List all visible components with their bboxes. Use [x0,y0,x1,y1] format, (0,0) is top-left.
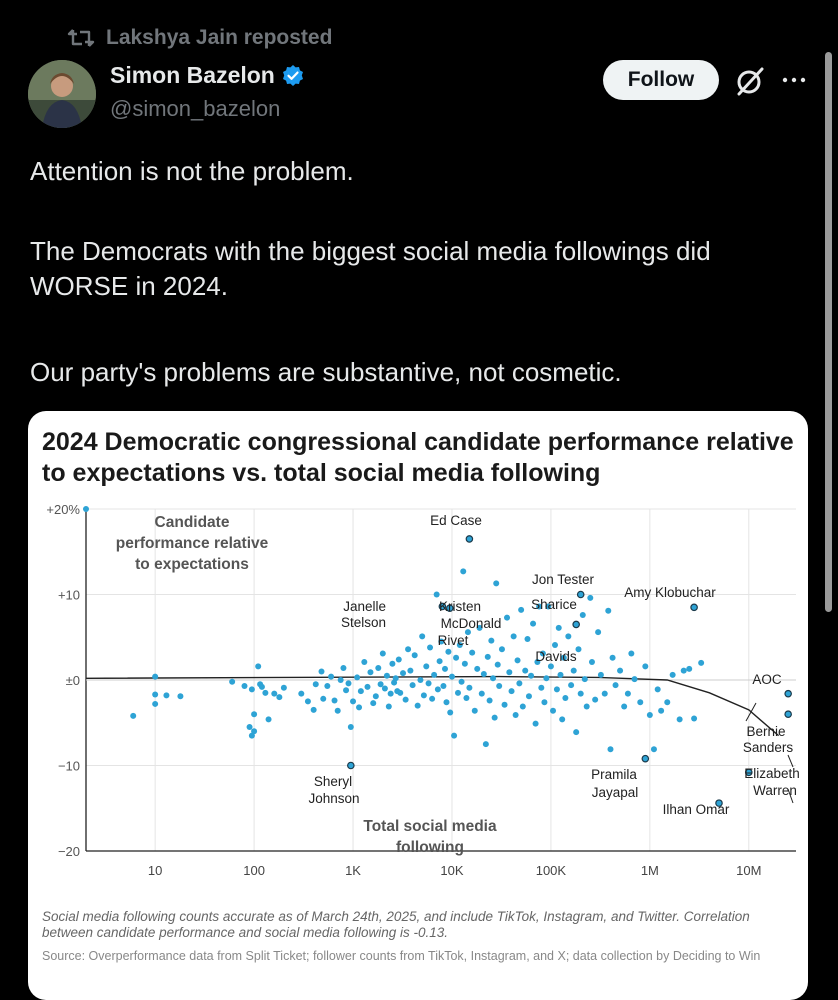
data-point [632,676,638,682]
data-point [427,645,433,651]
data-point [380,650,386,656]
data-point [681,668,687,674]
scatter-chart [28,411,808,911]
data-point [479,691,485,697]
data-point [417,677,423,683]
chart-note: Social media following counts accurate as of March 24th, 2025, and include TikTok, Instagram, and Twitter. Correlation between candidate performance and social media following is -0.13. [42,909,750,940]
data-point [328,674,334,680]
data-point [255,663,261,669]
data-point [565,633,571,639]
data-point [528,673,534,679]
data-point [487,698,493,704]
data-point [490,675,496,681]
data-point [152,674,158,680]
data-point [350,698,356,704]
data-point [340,665,346,671]
data-point [431,672,437,678]
data-point [543,675,549,681]
data-point [459,679,465,685]
data-point [437,658,443,664]
data-point [686,666,692,672]
data-point [259,684,265,690]
data-point [435,686,441,692]
data-point [412,652,418,658]
data-point [403,697,409,703]
data-point [320,696,326,702]
repost-header[interactable] [66,26,332,50]
x-tick-label: 10M [736,863,762,878]
data-point [163,692,169,698]
data-point [410,682,416,688]
data-point [552,642,558,648]
data-point [384,673,390,679]
data-point [405,646,411,652]
data-point [589,659,595,665]
author-handle[interactable]: @simon_bazelon [110,96,281,121]
labeled-point [348,762,354,768]
data-point [407,668,413,674]
point-annotation: Davids [535,649,577,664]
data-point [251,711,257,717]
data-point [266,716,272,722]
y-tick-label: ±0 [65,673,80,688]
point-annotation: Ed Case [430,513,482,528]
data-point [516,680,522,686]
data-point [518,607,524,613]
data-point [533,721,539,727]
data-point [642,663,648,669]
data-point [455,690,461,696]
data-point [584,704,590,710]
labeled-point [785,690,791,696]
data-point [610,655,616,661]
chart-source: Source: Overperformance data from Split Ticket; follower counts from TikTok, Instagram, and X; data collection by Deciding to Win [42,949,761,963]
data-point [628,650,634,656]
data-point [493,580,499,586]
data-point [453,655,459,661]
data-point [605,608,611,614]
avatar[interactable] [28,60,96,128]
data-point [298,691,304,697]
data-point [311,707,317,713]
data-point [495,662,501,668]
data-point [462,661,468,667]
data-point [571,668,577,674]
data-point [582,676,588,682]
point-annotation: Rivet [437,633,469,648]
data-point [440,683,446,689]
labeled-point [577,591,583,597]
data-point [429,696,435,702]
more-options-icon[interactable] [780,66,808,94]
data-point [354,674,360,680]
data-point [177,693,183,699]
data-point [229,679,235,685]
y-axis-caption: to expectations [135,556,249,573]
point-annotation: Sanders [742,740,794,755]
data-point [370,700,376,706]
data-point [423,663,429,669]
data-point [386,704,392,710]
point-annotation: Jon Tester [531,572,595,587]
data-point [472,708,478,714]
data-point [474,666,480,672]
data-point [396,656,402,662]
data-point [550,708,556,714]
data-point [421,692,427,698]
data-point [587,595,593,601]
data-point [558,672,564,678]
labeled-point [466,536,472,542]
y-tick-label: +10 [57,587,80,603]
point-annotation: Sheryl [313,774,353,789]
x-tick-label: 1K [345,863,361,878]
x-axis-caption: following [395,839,465,856]
data-point [373,693,379,699]
data-point [492,715,498,721]
data-point [313,681,319,687]
data-point [580,612,586,618]
data-point [415,703,421,709]
data-point [338,677,344,683]
data-point [530,621,536,627]
data-point [451,733,457,739]
data-point [625,691,631,697]
annotation-connector [746,703,756,721]
data-point [509,688,515,694]
data-point [388,691,394,697]
data-point [655,686,661,692]
data-point [504,615,510,621]
trend-line [86,677,779,736]
data-point [483,741,489,747]
data-point [556,625,562,631]
labeled-point [691,604,697,610]
point-annotation: AOC [752,672,782,687]
data-point [130,713,136,719]
point-annotation: Jayapal [591,785,639,800]
data-point [247,724,253,730]
data-point [670,672,676,678]
data-point [511,633,517,639]
data-point [346,680,352,686]
y-tick-label: +20% [46,502,80,517]
point-annotation: Warren [753,783,797,798]
data-point [698,660,704,666]
point-annotation: Pramila [591,767,637,782]
data-point [562,695,568,701]
data-point [361,659,367,665]
data-point [647,712,653,718]
chart-image-card[interactable] [28,411,808,1000]
data-point [364,684,370,690]
data-point [621,704,627,710]
data-point [375,665,381,671]
data-point [592,697,598,703]
data-point [434,592,440,598]
data-point [367,669,373,675]
data-point [548,663,554,669]
data-point [617,668,623,674]
data-point [554,686,560,692]
data-point [538,685,544,691]
data-point [400,670,406,676]
data-point [469,650,475,656]
data-point [348,724,354,730]
data-point [578,691,584,697]
data-point [332,698,338,704]
x-tick-label: 100 [243,863,265,878]
data-point [443,699,449,705]
data-point [324,683,330,689]
data-point [677,716,683,722]
data-point [499,646,505,652]
verified-badge-icon [281,64,305,88]
x-tick-label: 1M [640,863,659,878]
data-point [515,657,521,663]
author-name: Simon Bazelon [110,62,275,88]
data-point [249,686,255,692]
tweet-text-line-2: The Democrats with the biggest social media followings did WORSE in 2024. [30,236,711,301]
x-axis-caption: Total social media [363,818,497,835]
data-point [602,691,608,697]
point-annotation: Amy Klobuchar [624,585,716,600]
author-name-row[interactable] [110,62,305,89]
x-tick-label: 10K [440,863,464,878]
x-tick-label: 100K [535,863,567,878]
point-annotation: Janelle [343,599,386,614]
point-annotation: Elizabeth [744,766,800,781]
data-point [496,683,502,689]
data-point [389,661,395,667]
data-point [305,698,311,704]
data-point [442,666,448,672]
data-point [568,682,574,688]
data-point [463,695,469,701]
point-annotation: Stelson [340,615,386,630]
y-tick-label: −20 [57,844,80,859]
labeled-point [785,711,791,717]
data-point [262,690,268,696]
scrollbar[interactable] [825,52,832,612]
data-point [397,690,403,696]
data-point [445,649,451,655]
data-point [595,629,601,635]
labeled-point [642,755,648,761]
data-point [447,709,453,715]
data-point [382,686,388,692]
data-point [485,654,491,660]
y-axis-caption: Candidate [154,514,230,531]
tweet-text-line-3: Our party's problems are substantive, not cosmetic. [30,357,622,387]
y-axis-caption: performance relative [115,535,269,552]
repost-icon [66,26,96,50]
data-point [251,728,257,734]
data-point [506,669,512,675]
data-point [358,688,364,694]
data-point [664,699,670,705]
data-point [449,674,455,680]
data-point [393,675,399,681]
data-point [658,708,664,714]
data-point [541,699,547,705]
follow-button[interactable]: Follow [603,60,719,100]
point-annotation: Bernie [746,724,786,739]
point-annotation: Ilhan Omar [662,802,730,817]
data-point [651,746,657,752]
data-point [522,668,528,674]
grok-icon[interactable] [733,64,767,98]
data-point [318,668,324,674]
point-annotation: McDonald [440,616,502,631]
data-point [691,715,697,721]
data-point [525,636,531,642]
data-point [573,729,579,735]
data-point [419,633,425,639]
data-point [83,506,89,512]
data-point [526,693,532,699]
data-point [502,702,508,708]
data-point [559,716,565,722]
point-annotation: Sharice [531,597,577,612]
data-point [607,746,613,752]
data-point [378,681,384,687]
data-point [637,699,643,705]
data-point [466,685,472,691]
y-tick-label: −10 [57,758,80,774]
data-point [426,680,432,686]
tweet-text-line-1: Attention is not the problem. [30,156,354,186]
data-point [343,687,349,693]
data-point [242,683,248,689]
data-point [281,685,287,691]
data-point [613,682,619,688]
chart-title: 2024 Democratic congressional candidate performance relative to expectations vs. total social media following [42,428,794,487]
repost-label: Lakshya Jain reposted [106,26,333,49]
data-point [513,712,519,718]
point-annotation: Kristen [438,599,482,614]
data-point [598,672,604,678]
data-point [152,701,158,707]
avatar-photo-icon [28,60,96,128]
data-point [335,708,341,714]
labeled-point [573,621,579,627]
data-point [152,692,158,698]
data-point [356,704,362,710]
data-point [460,568,466,574]
data-point [276,694,282,700]
x-tick-label: 10 [147,863,163,878]
point-annotation: Johnson [308,791,360,806]
data-point [481,671,487,677]
data-point [271,691,277,697]
data-point [488,638,494,644]
data-point [520,704,526,710]
